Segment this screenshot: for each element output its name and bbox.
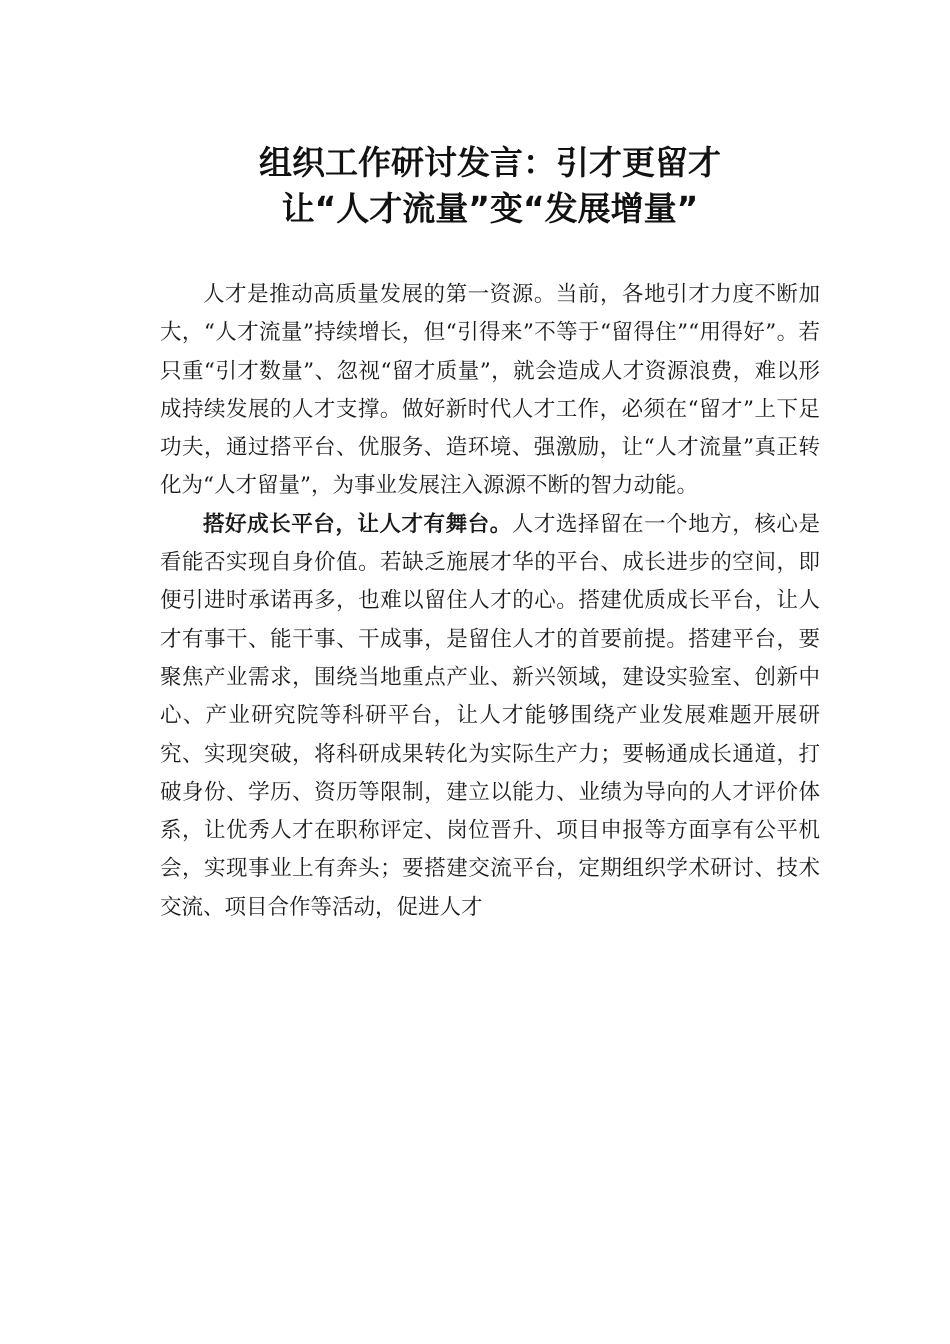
document-title [160, 140, 820, 232]
document-body [160, 276, 820, 927]
paragraph-intro [160, 276, 820, 506]
title-line-2: 让“人才流量”变“发展增量” [281, 189, 699, 228]
paragraph-intro-text: 人才是推动高质量发展的第一资源。当前，各地引才力度不断加大，“人才流量”持续增长，但“引得来”不等于“留得住”“用得好”。若只重“引才数量”、忽视“留才质量”，就会造成人才资源浪费，难以形成持续发展的人才支撑。做好新时代人才工作，必须在“留才”上下足功夫，通过搭平台、优服务、造环境、强激励，让“人才流量”真正转化为“人才留量”，为事业发展注入源源不断的智力动能。 [160, 282, 820, 499]
paragraph-growth-platform-text: 人才选择留在一个地方，核心是看能否实现自身价值。若缺乏施展才华的平台、成长进步的空间，即便引进时承诺再多，也难以留住人才的心。搭建优质成长平台，让人才有事干、能干事、干成事，是留住人才的首要前提。搭建平台，要聚焦产业需求，围绕当地重点产业、新兴领域，建设实验室、创新中心、产业研究院等科研平台，让人才能够围绕产业发展难题开展研究、实现突破，将科研成果转化为实际生产力；要畅通成长通道，打破身份、学历、资历等限制，建立以能力、业绩为导向的人才评价体系，让优秀人才在职称评定、岗位晋升、项目申报等方面享有公平机会，实现事业上有奔头；要搭建交流平台，定期组织学术研讨、技术交流、项目合作等活动，促进人才 [160, 511, 820, 920]
title-line-1: 组织工作研讨发言：引才更留才 [259, 143, 721, 182]
paragraph-growth-platform-lead: 搭好成长平台，让人才有舞台。 [203, 511, 512, 537]
paragraph-growth-platform [160, 506, 820, 927]
